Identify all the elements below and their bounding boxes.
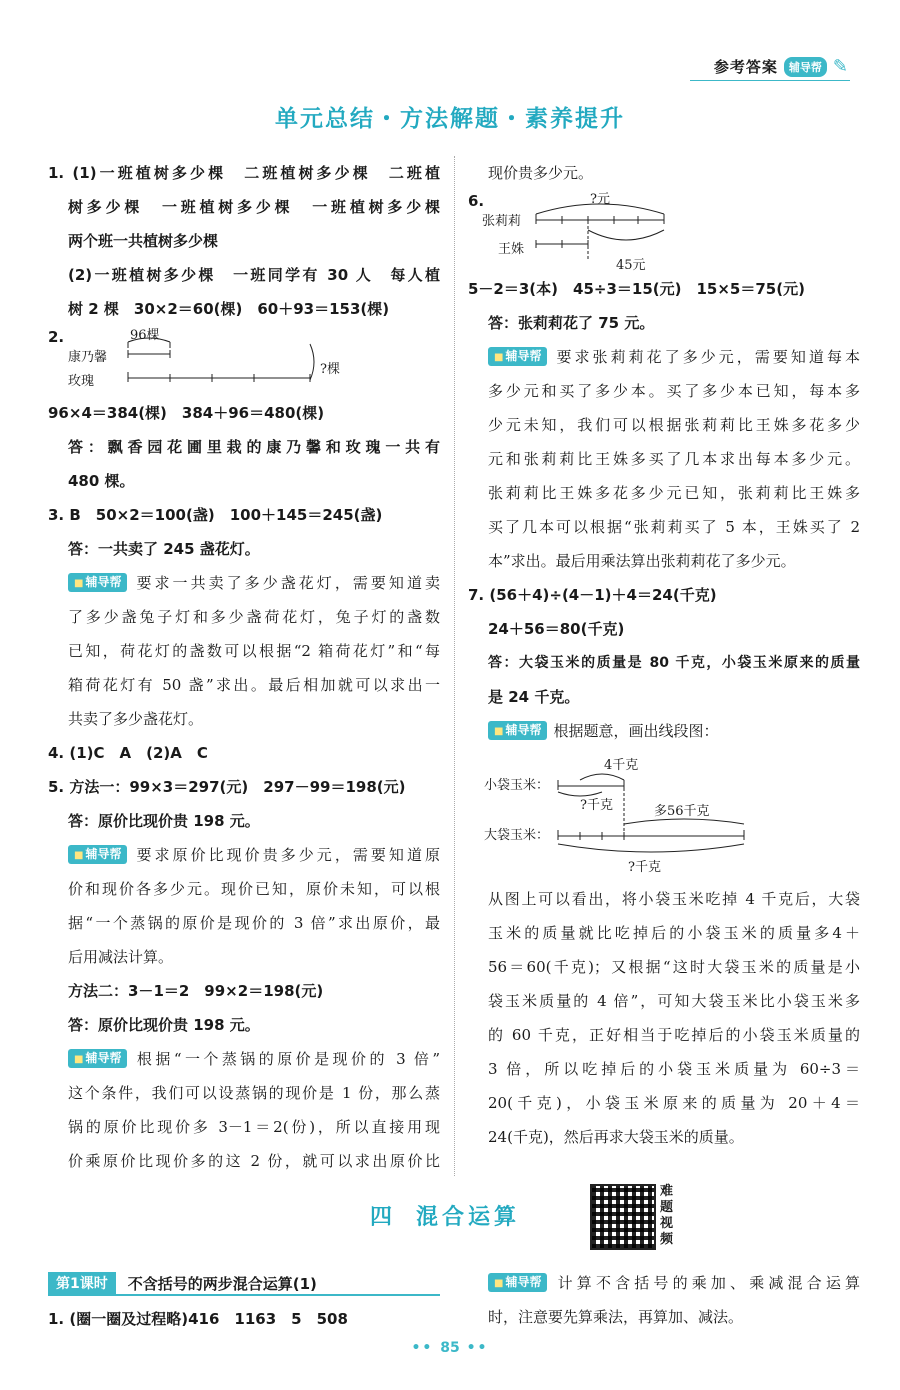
q7-explanation: 袋玉米质量的 4 倍”，可知大袋玉米比小袋玉米多 xyxy=(488,992,860,1010)
q3-help-line: ■ 辅导帮 要求一共卖了多少盏花灯，需要知道卖 xyxy=(48,566,440,600)
unit-title xyxy=(370,1200,540,1231)
q7-explanation: 从图上可以看出，将小袋玉米吃掉 4 千克后，大袋 xyxy=(488,890,860,908)
q7-answer: 答：大袋玉米的质量是 80 千克，小袋玉米原来的质量 xyxy=(488,655,860,671)
q2-total-label: 96棵 xyxy=(130,328,160,343)
q5-help-line: ■ 辅导帮 要求原价比现价贵多少元，需要知道原 xyxy=(48,838,440,872)
q7-more-label: 多56千克 xyxy=(654,804,710,819)
lesson-help xyxy=(468,1266,860,1334)
q3-help-line: 共卖了多少盏花灯。 xyxy=(68,710,204,728)
q6-help-line: 本”求出。最后用乘法算出张莉莉花了多少元。 xyxy=(488,552,796,570)
q6-label-zhang: 张莉莉 xyxy=(482,214,522,229)
q7-calc1: 7. (56＋4)÷(4－1)＋4＝24(千克) xyxy=(468,586,717,604)
q6-diagram xyxy=(468,190,860,272)
q2-label-rose: 玫瑰 xyxy=(68,374,95,389)
q3-help-line: 箱荷花灯有 50 盏”求出。最后相加就可以求出一 xyxy=(68,676,440,694)
q6-help-line: 张莉莉比王姝多花多少元已知，张莉莉比王姝多 xyxy=(488,484,860,502)
q7-answer: 是 24 千克。 xyxy=(488,688,580,706)
q6-top-label: ?元 xyxy=(590,192,610,207)
q5-answer2: 答：原价比现价贵 198 元。 xyxy=(68,1016,260,1034)
q6-answer: 答：张莉莉花了 75 元。 xyxy=(488,314,655,332)
q7-top-label: 4千克 xyxy=(604,758,639,773)
help-tag: ■ 辅导帮 xyxy=(488,721,547,740)
q5-help-line: 据“一个蒸锅的原价是现价的 3 倍”求出原价，最 xyxy=(68,914,440,932)
q7-help-line: ■ 辅导帮 根据题意，画出线段图： xyxy=(468,714,860,748)
q7-explanation: 玉米的质量就比吃掉后的小袋玉米的质量多4＋ xyxy=(488,924,860,942)
q7-big-question: ?千克 xyxy=(628,860,661,875)
q2-label-carnation: 康乃馨 xyxy=(68,350,108,365)
header-badge: 辅导帮 xyxy=(784,57,827,77)
lesson-help-line: ■ 辅导帮 计算不含括号的乘加、乘减混合运算 xyxy=(468,1266,860,1300)
lesson-help-line: 时，注意要先算乘法，再算加、减法。 xyxy=(488,1308,744,1326)
q6-help-line: 买了几本可以根据“张莉莉买了 5 本，王姝买了 2 xyxy=(488,518,860,536)
lesson-badge: 第1课时 xyxy=(48,1272,116,1294)
section-title: 单元总结・方法解题・素养提升 xyxy=(275,106,625,132)
q6-help-line: 多少元和买了多少本。买了多少本已知，每本多 xyxy=(488,382,860,400)
q7-explanation: 的 60 千克，正好相当于吃掉后的小袋玉米质量的 xyxy=(488,1026,860,1044)
header-rule xyxy=(690,80,850,81)
q5-help-line: 价乘原价比现价多的这 2 份，就可以求出原价比 xyxy=(68,1152,440,1170)
q2-question-label: ?棵 xyxy=(320,362,340,377)
q5-answer1: 答：原价比现价贵 198 元。 xyxy=(68,812,260,830)
q7-label-small: 小袋玉米： xyxy=(484,778,550,793)
page-header xyxy=(714,56,848,77)
q3-help-line: 已知，荷花灯的盏数可以根据“2 箱荷花灯”和“每 xyxy=(68,642,440,660)
help-tag: ■ 辅导帮 xyxy=(68,845,127,864)
q3-help-line: 了多少盏兔子灯和多少盏荷花灯，兔子灯的盏数 xyxy=(68,608,440,626)
q7-explanation: 56＝60(千克)；又根据“这时大袋玉米的质量是小 xyxy=(488,958,860,976)
lesson-name: 不含括号的两步混合运算(1) xyxy=(127,1274,317,1293)
help-tag: ■ 辅导帮 xyxy=(68,573,127,592)
page-number: •• 85 •• xyxy=(411,1340,489,1356)
q2-answer: 答：飘香园花圃里栽的康乃馨和玫瑰一共有 xyxy=(68,438,440,456)
q6-help-line: 元和张莉莉比王姝多买了几本求出每本多少元。 xyxy=(488,450,860,468)
pen-icon: ✎ xyxy=(832,56,848,77)
lesson-q1 xyxy=(48,1302,440,1336)
q7-label-big: 大袋玉米： xyxy=(484,828,550,843)
q7-explanation: 24(千克)，然后再求大袋玉米的质量。 xyxy=(488,1128,744,1146)
header-text: 参考答案 xyxy=(713,58,778,76)
q1-line: 树多少棵 一班植树多少棵 一班植树多少棵 xyxy=(68,198,440,216)
q3-answer: 答：一共卖了 245 盏花灯。 xyxy=(68,540,260,558)
lesson-bar xyxy=(48,1272,440,1296)
q4-answer: 4. (1)C A (2)A C xyxy=(48,744,208,762)
lesson-q1-answer: 1. (圈一圈及过程略)416 1163 5 508 xyxy=(48,1310,348,1328)
unit-number: 四 xyxy=(370,1205,397,1230)
q6-segment-lines xyxy=(468,190,860,272)
help-tag: ■ 辅导帮 xyxy=(488,1273,547,1292)
q5-help-continued: 现价贵多少元。 xyxy=(488,164,594,182)
q5-help-line: 这个条件，我们可以设蒸锅的现价是 1 份，那么蒸 xyxy=(68,1084,440,1102)
q7-explanation: 20(千克)，小袋玉米原来的质量为 20＋4＝ xyxy=(488,1094,860,1112)
right-column xyxy=(468,156,860,1154)
q6-help-line: ■ 辅导帮 要求张莉莉花了多少元，需要知道每本 xyxy=(468,340,860,374)
q2-diagram xyxy=(48,326,440,392)
q1-line: 两个班一共植树多少棵 xyxy=(68,232,219,250)
column-divider xyxy=(454,156,455,1176)
q2-calc: 96×4＝384(棵) 384＋96＝480(棵) xyxy=(48,404,325,422)
q6-number: 6. xyxy=(468,192,485,210)
q3-calc: 3. B 50×2＝100(盏) 100＋145＝245(盏) xyxy=(48,506,383,524)
help-tag: ■ 辅导帮 xyxy=(488,347,547,366)
q2-number: 2. xyxy=(48,328,65,346)
q1-line: 1. (1)一班植树多少棵 二班植树多少棵 二班植 xyxy=(48,164,440,182)
q5-help-line: 后用减法计算。 xyxy=(68,948,174,966)
q6-bottom-label: 45元 xyxy=(616,258,646,273)
qr-label: 难题视频 xyxy=(660,1184,674,1247)
qr-code-icon[interactable] xyxy=(590,1184,656,1250)
q5-help-line: ■ 辅导帮 根据“一个蒸锅的原价是现价的 3 倍” xyxy=(48,1042,440,1076)
q7-explanation: 3 倍，所以吃掉后的小袋玉米质量为 60÷3＝ xyxy=(488,1060,860,1078)
q5-method2: 方法二：3－1＝2 99×2＝198(元) xyxy=(68,982,324,1000)
q5-help-line: 锅的原价比现价多 3－1＝2(份)，所以直接用现 xyxy=(68,1118,440,1136)
help-tag: ■ 辅导帮 xyxy=(68,1049,127,1068)
q7-diagram xyxy=(468,748,860,882)
q5-method1: 5. 方法一：99×3＝297(元) 297－99＝198(元) xyxy=(48,778,406,796)
unit-name: 混合运算 xyxy=(416,1205,521,1230)
q1-line: (2)一班植树多少棵 一班同学有 30 人 每人植 xyxy=(68,266,440,284)
q5-help-line: 价和现价各多少元。现价已知，原价未知，可以根 xyxy=(68,880,440,898)
q6-label-wang: 王姝 xyxy=(498,242,525,257)
q2-answer: 480 棵。 xyxy=(68,472,135,490)
left-column xyxy=(48,156,440,1178)
q6-calc: 5－2＝3(本) 45÷3＝15(元) 15×5＝75(元) xyxy=(468,280,805,298)
q1-line: 树 2 棵 30×2＝60(棵) 60＋93＝153(棵) xyxy=(68,300,390,318)
q7-small-question: ?千克 xyxy=(580,798,613,813)
q7-calc2: 24＋56＝80(千克) xyxy=(488,620,625,638)
q6-help-line: 少元未知，我们可以根据张莉莉比王姝多花多少 xyxy=(488,416,860,434)
